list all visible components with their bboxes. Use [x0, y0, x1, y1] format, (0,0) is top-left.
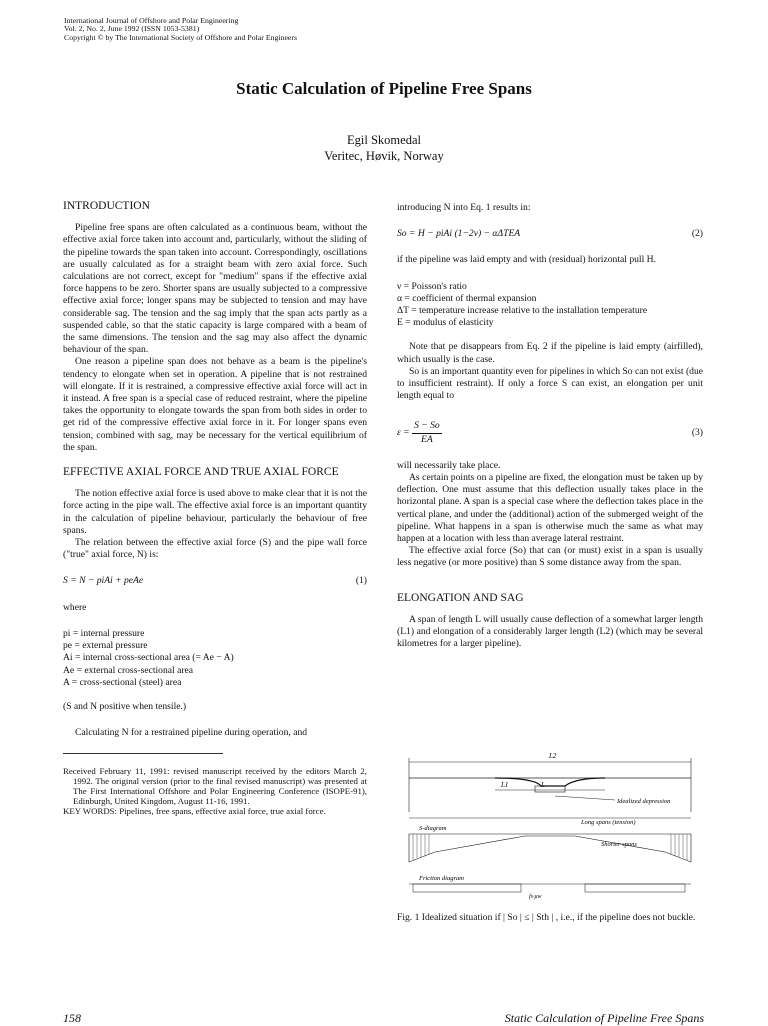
footnote [63, 766, 367, 816]
fixed-points-paragraph: As certain points on a pipeline are fixed, the elongation must be taken up by deflection. One must assume that this deflection usually takes place in the horizontal plane. A span is a special case where the deflection takes place in the vertical plane, and under the (additional) action of the submerged weight of the pipeline. What happens in a span is otherwise much the same as what may happen at a location with less than average lateral restraint. [397, 472, 703, 545]
equation-1-body: S = N − piAi + peAe [63, 575, 144, 587]
intro-paragraph-2: One reason a pipeline span does not behave as a beam is the pipeline's tendency to elongate when set in operation. A pipeline that is not restrained will elongate. If it is restrained, a compressive effective axial force will act in it instead. A free span is a special case of reduced restraint, where the pipeline takes the opportunity to elongate towards the span from both sides in order to get rid of the compressive effective axial force in it. For longer spans even tension, combined with sag, may be necessary for the vertical equilibrium of the span. [63, 356, 367, 453]
equation-3-number: (3) [691, 427, 703, 439]
symbol-item: ΔT = temperature increase relative to the installation temperature [397, 305, 648, 317]
friction-block-left [413, 884, 521, 892]
will-paragraph: will necessarily take place. [397, 459, 501, 471]
definition-item: A = cross-sectional (steel) area [63, 676, 182, 688]
definition-item: pe = external pressure [63, 640, 148, 652]
running-title: Static Calculation of Pipeline Free Spans [504, 1011, 704, 1025]
depression-curve [495, 778, 605, 786]
symbol-list [397, 281, 703, 330]
page-number: 158 [63, 1011, 81, 1025]
eq2-intro: introducing N into Eq. 1 results in: [397, 202, 531, 213]
s-diagram-hatch [413, 834, 687, 860]
label-shorter-spans: Shorter spans [601, 841, 637, 848]
author-block [0, 133, 768, 164]
journal-volume: Vol. 2, No. 2, June 1992 (ISSN 1053-5381) [64, 24, 200, 34]
effective-paragraph-2: The relation between the effective axial force (S) and the pipe wall force ("true" axial force, N) is: [63, 537, 367, 561]
label-long-spans: Long spans (tension) [581, 819, 636, 826]
label-friction-coefficient: fs·μw [529, 894, 542, 900]
where-label: where [63, 601, 87, 613]
equation-3-numerator: S − So [412, 420, 442, 433]
footnote-divider [63, 753, 223, 754]
symbol-item: E = modulus of elasticity [397, 317, 494, 329]
equation-1-number: (1) [355, 575, 367, 587]
effective-paragraph-1: The notion effective axial force is used above to make clear that it is not the force acting in the pipe wall. The effective axial force is an important quantity in the calculation of pipeline behaviour, particularly the behaviour of free spans. [63, 488, 367, 536]
laid-empty-paragraph: if the pipeline was laid empty and with (residual) horizontal pull H. [397, 254, 656, 266]
section-heading-effective-axial-force: EFFECTIVE AXIAL FORCE AND TRUE AXIAL FORCE [63, 466, 339, 479]
paper-title: Static Calculation of Pipeline Free Spans [236, 79, 532, 98]
label-friction-diagram: Friction diagram [419, 875, 464, 882]
author-affiliation: Veritec, Høvik, Norway [324, 148, 444, 163]
right-column [397, 202, 703, 650]
definition-list [63, 628, 367, 689]
label-idealized-depression: Idealized depression [617, 798, 671, 805]
effective-paragraph-3: Calculating N for a restrained pipeline during operation, and [75, 727, 308, 739]
author-name: Egil Skomedal [347, 133, 421, 147]
intro-paragraph-1: Pipeline free spans are often calculated as a continuous beam, without the effective axial force taken into account and, particularly, without the sliding of the pipeline towards the span taken into account. Correspondingly, oscillations are usually calculated as for a straight beam with zero axial force. Such calculations are not correct, except for "medium" spans if the effective axial force happens to be zero. Shorter spans are usually subjected to a compressive effective axial force; longer spans may be subjected to tension and may have considerable sag. The tension and the sag imply that the span acts partly as a suspended cable, so that the static capacity is large compared with a beam of the same dimensions. The tension and the sag may also affect the dynamic behaviour of the span. [63, 222, 367, 356]
label-l: L [541, 781, 545, 789]
left-column [63, 200, 367, 816]
equation-2 [397, 228, 703, 240]
section-heading-elongation-sag: ELONGATION AND SAG [397, 591, 524, 604]
s-diagram-shape [409, 834, 691, 862]
keywords-note: KEY WORDS: Pipelines, free spans, effective axial force, true axial force. [63, 806, 326, 817]
symbol-item: α = coefficient of thermal expansion [397, 292, 537, 304]
section-heading-introduction: INTRODUCTION [63, 200, 150, 212]
journal-header [64, 17, 297, 42]
figure-caption: Fig. 1 Idealized situation if | So | ≤ | Sth | , i.e., if the pipeline does not buckle. [397, 912, 696, 923]
sign-convention-note: (S and N positive when tensile.) [63, 700, 187, 712]
equation-3 [397, 420, 703, 445]
equation-2-body: So = H − piAi (1−2ν) − αΔTEA [397, 228, 521, 240]
definition-item: Ai = internal cross-sectional area (= Ae − A) [63, 652, 234, 664]
journal-copyright: Copyright © by The International Society of Offshore and Polar Engineers [64, 32, 297, 42]
label-l1: L1 [501, 781, 509, 789]
definition-item: Ae = external cross-sectional area [63, 664, 194, 676]
equation-3-denominator: EA [421, 433, 433, 445]
received-note: Received February 11, 1991: revised manuscript received by the editors March 2, 1992. The original version (prior to the final revised manuscript) was presented at The First International Offshore and Polar Engineering Conference (ISOPE-91), Edinburgh, United Kingdom, August 11-16, 1991. [63, 766, 367, 807]
equation-3-lhs: ε = [397, 427, 410, 439]
span-paragraph: A span of length L will usually cause deflection of a somewhat larger length (L1) and elongation of a considerably larger length (L2) (which may be several kilometres for a larger pipeline). [397, 613, 703, 650]
note-paragraph: Note that pe disappears from Eq. 2 if the pipeline is laid empty (airfilled), which usually is the case. [397, 341, 703, 365]
effective-force-paragraph: The effective axial force (So) that can (or must) exist in a span is usually less negative (or more positive) than S some distance away from the span. [397, 545, 703, 569]
friction-block-right [585, 884, 685, 892]
equation-3-fraction [412, 420, 442, 445]
equation-2-number: (2) [691, 228, 703, 240]
equation-3-body [397, 420, 442, 445]
label-s-diagram: S-diagram [419, 825, 447, 832]
definition-item: pi = internal pressure [63, 627, 145, 639]
figure-1-diagram [405, 752, 695, 902]
equation-1 [63, 575, 367, 587]
leader-line [555, 796, 615, 800]
symbol-item: ν = Poisson's ratio [397, 280, 467, 292]
label-l2: L2 [549, 752, 557, 760]
so-paragraph: So is an important quantity even for pipelines in which So can not exist (due to insufficient restraint). If only a force S can exist, an elongation per unit length equal to [397, 365, 703, 402]
span-box [535, 786, 565, 792]
journal-name: International Journal of Offshore and Polar Engineering [64, 16, 239, 25]
